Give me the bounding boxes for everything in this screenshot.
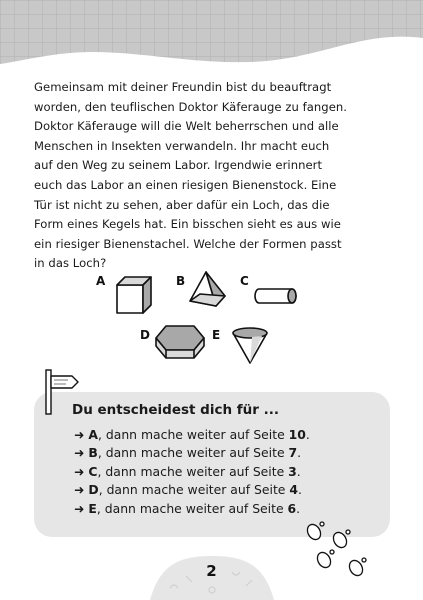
cube-icon <box>117 277 151 313</box>
choice-letter: E <box>88 500 97 516</box>
arrow-icon: ➜ <box>74 445 85 461</box>
choice-text: , dann mache weiter auf Seite <box>98 482 290 498</box>
choice-text: , dann mache weiter auf Seite <box>96 500 288 516</box>
arrow-icon: ➜ <box>74 500 85 516</box>
choice-letter: B <box>88 445 98 461</box>
choice-item-b[interactable] <box>74 444 310 462</box>
choice-item-c[interactable] <box>74 463 310 481</box>
cylinder-icon <box>255 289 296 303</box>
choice-end: . <box>296 463 301 479</box>
shape-label-b: B <box>176 274 186 288</box>
story-line: auf den Weg zu seinem Labor. Irgendwie erinnert <box>34 158 323 173</box>
choice-page: 7 <box>288 445 298 461</box>
story-line: Tür ist nicht zu sehen, aber dafür ein Loch, das die <box>34 197 330 212</box>
story-line: Form eines Kegels hat. Ein bisschen sieht es aus wie <box>34 217 341 232</box>
choice-text: , dann mache weiter auf Seite <box>97 427 289 442</box>
choice-text: , dann mache weiter auf Seite <box>97 463 289 479</box>
choice-end: . <box>298 482 302 498</box>
hexagonal-prism-icon <box>156 326 204 358</box>
story-line: euch das Labor an einen riesigen Bienenstock. Eine <box>34 177 337 192</box>
shape-label-d: D <box>140 328 150 342</box>
arrow-icon: ➜ <box>74 463 85 479</box>
choice-end: . <box>297 445 302 461</box>
choice-item-d[interactable] <box>74 481 310 499</box>
choice-letter: A <box>88 427 98 442</box>
page-number: 2 <box>206 562 217 580</box>
story-line: Gemeinsam mit deiner Freundin bist du beauftragt <box>34 80 332 94</box>
cone-icon <box>233 328 267 363</box>
story-line: in das Loch? <box>34 256 107 271</box>
story-line: Menschen in Insekten verwandeln. Ihr macht euch <box>34 138 330 153</box>
shape-label-a: A <box>96 274 106 288</box>
choice-end: . <box>305 427 310 442</box>
shape-label-c: C <box>240 274 249 288</box>
story-line: ein riesiger Bienenstachel. Welche der Formen passt <box>34 236 342 251</box>
choice-list <box>74 426 310 518</box>
choice-page: 6 <box>287 500 297 516</box>
arrow-icon: ➜ <box>74 427 85 442</box>
choice-page: 10 <box>288 427 306 442</box>
pyramid-icon <box>190 272 225 306</box>
choice-item-e[interactable] <box>74 500 310 518</box>
choice-page: 4 <box>289 482 298 498</box>
choice-letter: D <box>88 482 99 498</box>
choice-heading: Du entscheidest dich für ... <box>72 402 280 418</box>
choice-page: 3 <box>288 463 297 479</box>
choice-item-a[interactable] <box>74 426 310 444</box>
shape-label-e: E <box>212 328 221 342</box>
choice-end: . <box>296 500 301 516</box>
story-line: worden, den teuflischen Doktor Käferauge zu fangen. <box>34 99 348 114</box>
story-line: Doktor Käferauge will die Welt beherrschen und alle <box>34 119 339 134</box>
choice-text: , dann mache weiter auf Seite <box>97 445 289 461</box>
choice-letter: C <box>88 463 98 479</box>
arrow-icon: ➜ <box>74 482 85 498</box>
